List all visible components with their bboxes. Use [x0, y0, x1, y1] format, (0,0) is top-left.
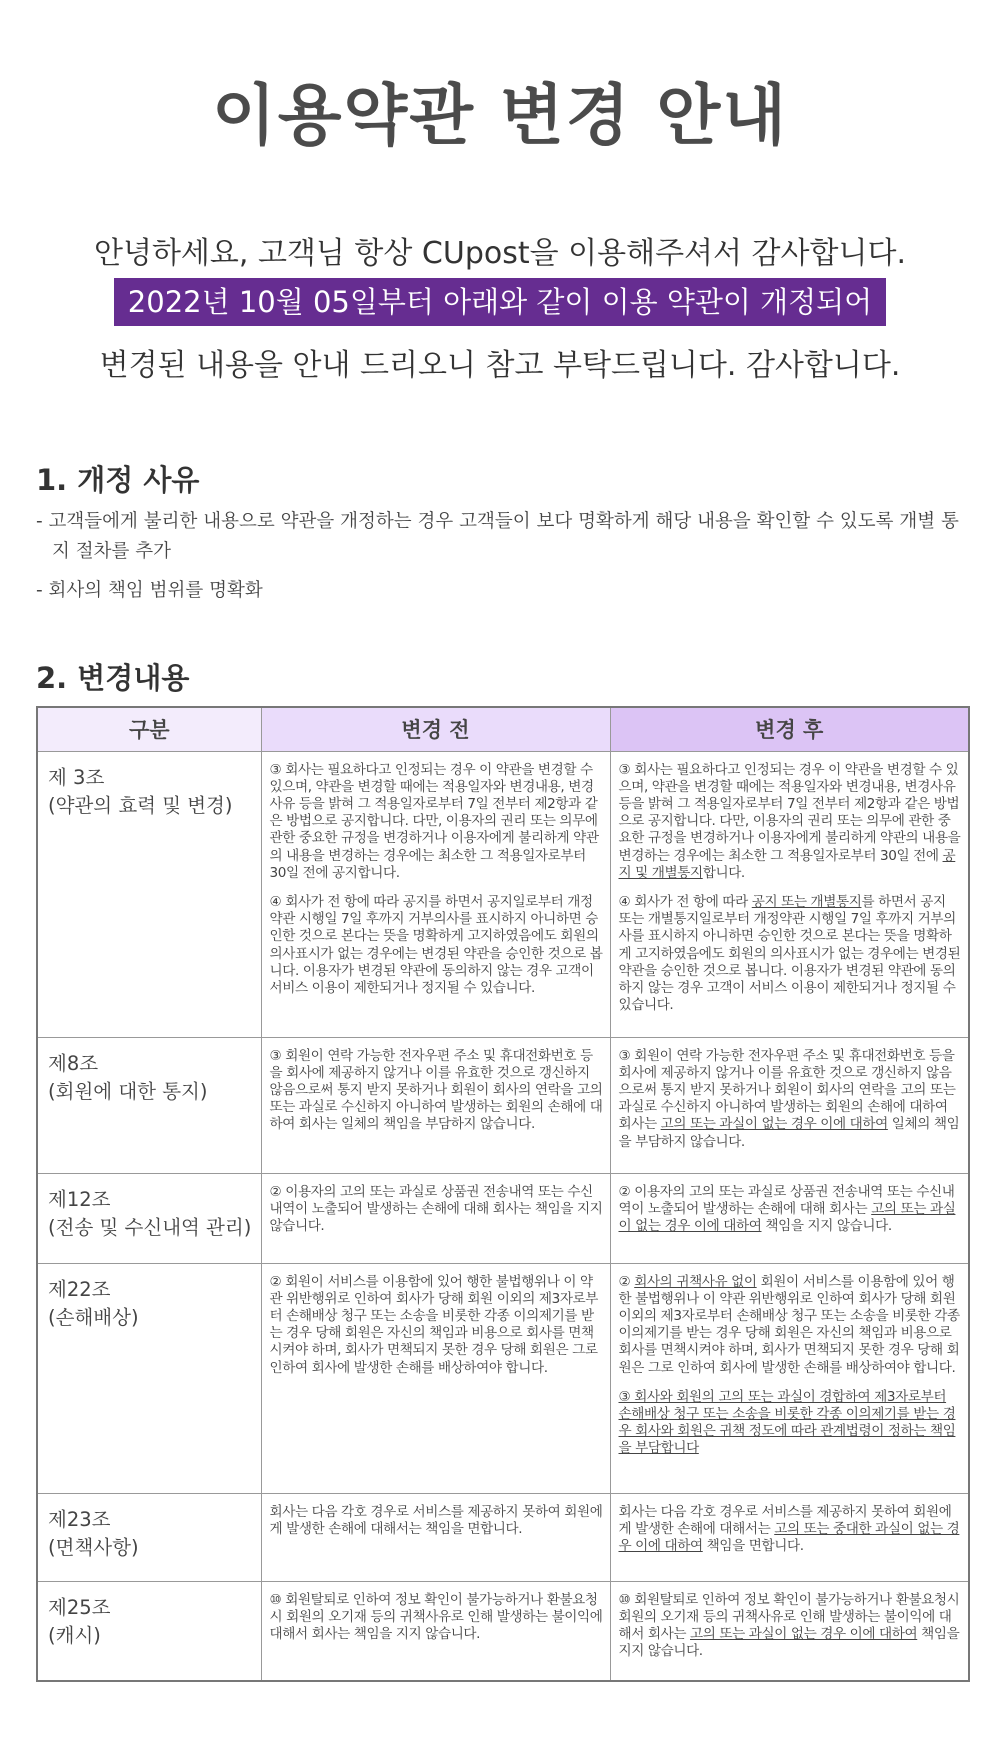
clause-text-part: ⑩ 회원탈퇴로 인하여 정보 확인이 불가능하거나 환불요청시 회원의 오기재 등의 귀책사유로 인해 발생하는 불이익에 대해서 회사는 [618, 1591, 960, 1642]
clause-text [619, 1184, 963, 1236]
clause-text: ③ 회사는 필요하다고 인정되는 경우 이 약관을 변경할 수 있으며, 약관을 변경할 때에는 적용일자와 변경내용, 변경 사유 등을 밝혀 그 적용일자로부터 7일 전부터 제2항과 같은 방법으로 공지합니다. 다만, 이용자의 권리 또는 의무에 관한 중요한 규정을 변경하거나 이용자에게 불리하게 약관의 내용을 변경하는 경우에는 최소한 그 적용일자로부터 30일 전에 공지합니다. [269, 761, 599, 881]
clause-text-part: 책임을 지지 않습니다. [761, 1217, 892, 1234]
after-cell [610, 1581, 969, 1681]
reason-item: - 고객들에게 불리한 내용으로 약관을 개정하는 경우 고객들이 보다 명확하게 해당 내용을 확인할 수 있도록 개별 통지 절차를 추가 [36, 511, 959, 562]
clause-text: ③ 회원이 연락 가능한 전자우편 주소 및 휴대전화번호 등을 회사에 제공하지 않거나 이를 유효한 것으로 갱신하지 않음으로써 통지 받지 못하거나 회원이 회사의 연락을 고의 또는 과실로 수신하지 아니하여 발생하는 회원의 손해에 대하여 회사는 일체의 책임을 부담하지 않습니다. [269, 1047, 603, 1133]
article-title: (손해배상) [48, 1305, 139, 1329]
table-header-row [37, 707, 969, 751]
clause-text-part: ③ 회사는 필요하다고 인정되는 경우 이 약관을 변경할 수 있으며, 약관을 변경할 때에는 적용일자와 변경내용, 변경사유 등을 밝혀 그 적용일자로부터 7일 전부터 제2항과 같은 방법으로 공지합니다. 다만, 이용자의 권리 또는 의무에 관한 중요한 규정을 변경하거나 이용자에게 불리하게 약관의 내용을 변경하는 경우에는 최소한 그 적용일자로부터 30일 전에 [618, 761, 961, 864]
category-cell [37, 1037, 261, 1173]
before-cell [261, 751, 610, 1037]
changes-table [36, 706, 970, 1682]
article-title: (약관의 효력 및 변경) [48, 793, 233, 817]
clause-text-part: ② 이용자의 고의 또는 과실로 상품권 전송내역 또는 수신내역이 노출되어 발생하는 손해에 대해 회사는 [618, 1183, 955, 1217]
after-cell [610, 1493, 969, 1581]
category-cell [37, 1263, 261, 1493]
article-number: 제22조 [48, 1277, 111, 1301]
reason-item: - 회사의 책임 범위를 명확화 [36, 580, 263, 601]
article-number: 제 3조 [48, 765, 105, 789]
article-title: (전송 및 수신내역 관리) [48, 1215, 252, 1239]
clause-text-part: 회원이 서비스를 이용함에 있어 행한 불법행위나 이 약관 위반행위로 인하여 회사가 당해 회원 이외의 제3자로부터 손해배상 청구 또는 소송을 비롯한 각종 이의제기를 받는 경우 당해 회원은 자신의 책임과 비용으로 회사를 면책시켜야 하며, 회사가 면책되지 못한 경우 당해 회원은 그로 인하여 회사에 발생한 손해를 배상하여야 합니다. [618, 1273, 960, 1376]
column-header-after: 변경 후 [610, 707, 969, 751]
page-title: 이용약관 변경 안내 [211, 77, 788, 154]
clause-text [619, 1274, 963, 1377]
clause-text-part: ④ 회사가 전 항에 따라 [618, 893, 752, 910]
clause-text: 회사는 다음 각호 경우로 서비스를 제공하지 못하여 회원에게 발생한 손해에 대해서는 책임을 면합니다. [269, 1503, 603, 1537]
intro-closing: 변경된 내용을 안내 드리오니 참고 부탁드립니다. 감사합니다. [99, 348, 901, 383]
table-row [37, 751, 969, 1037]
clause-text [619, 1504, 963, 1556]
category-cell [37, 1581, 261, 1681]
table-row [37, 1581, 969, 1681]
column-header-before: 변경 전 [261, 707, 610, 751]
clause-text-part: ② [618, 1273, 635, 1290]
changed-text: 고의 또는 과실이 없는 경우 이에 대하여 [660, 1116, 888, 1133]
before-cell [261, 1493, 610, 1581]
article-title: (캐시) [48, 1623, 101, 1647]
before-cell [261, 1037, 610, 1173]
changed-text: 회사의 귀책사유 없이 [634, 1273, 757, 1290]
clause-text-part: 합니다. [702, 864, 745, 881]
clause-text-part: 일체의 책임을 부담하지 않습니다. [618, 1116, 960, 1150]
before-cell [261, 1263, 610, 1493]
after-cell [610, 1263, 969, 1493]
article-title: (면책사항) [48, 1535, 139, 1559]
clause-text-part: 책임을 지지 않습니다. [618, 1625, 960, 1660]
changed-text: 공지 및 개별통지 [618, 847, 956, 881]
article-title: (회원에 대한 통지) [48, 1079, 208, 1103]
before-cell [261, 1581, 610, 1681]
section-heading-reasons: 1. 개정 사유 [36, 463, 200, 497]
clause-text [619, 1592, 963, 1661]
intro-highlight-wrap [0, 278, 1000, 326]
article-number: 제23조 [48, 1507, 111, 1531]
category-cell [37, 751, 261, 1037]
table-row [37, 1037, 969, 1173]
column-header-category: 구분 [37, 707, 261, 751]
clause-text-part: ③ 회원이 연락 가능한 전자우편 주소 및 휴대전화번호 등을 회사에 제공하지 않거나 이를 유효한 것으로 갱신하지 않음으로써 통지 받지 못하거나 회원이 회사의 연락을 고의 또는 과실로 수신하지 아니하여 발생하는 회원의 손해에 대하여 회사는 [618, 1047, 956, 1133]
clause-text [619, 1389, 963, 1458]
article-number: 제12조 [48, 1187, 111, 1211]
changed-text: 고의 또는 과실이 없는 경우 이에 대하여 [618, 1200, 956, 1234]
clause-text-part: 를 하면서 공지 또는 개별통지일로부터 개정약관 시행일 7일 후까지 거부의사를 표시하지 아니하면 승인한 것으로 본다는 뜻을 명확하게 고지하였음에도 회원의 의사표시가 없는 경우에는 변경된 약관을 승인한 것으로 봅니다. 이용자가 변경된 약관에 동의하지 않는 경우 고객이 서비스 이용이 제한되거나 정지될 수 있습니다. [618, 893, 961, 1014]
clause-text: ② 회원이 서비스를 이용함에 있어 행한 불법행위나 이 약관 위반행위로 인하여 회사가 당해 회원 이외의 제3자로부터 손해배상 청구 또는 소송을 비롯한 각종 이의제기를 받는 경우 당해 회원은 자신의 책임과 비용으로 회사를 면책시켜야 하며, 회사가 면책되지 못한 경우 당해 회원은 그로 인하여 회사에 발생한 손해를 배상하여야 합니다. [269, 1273, 599, 1376]
article-number: 제8조 [48, 1051, 99, 1075]
clause-text: ④ 회사가 전 항에 따라 공지를 하면서 공지일로부터 개정약관 시행일 7일 후까지 거부의사를 표시하지 아니하면 승인한 것으로 본다는 뜻을 명확하게 고지하였음에도 회원의 의사표시가 없는 경우에는 변경된 약관을 승인한 것으로 봅니다. 이용자가 변경된 약관에 동의하지 않는 경우 고객이 서비스 이용이 제한되거나 정지될 수 있습니다. [269, 893, 603, 996]
clause-text [619, 1048, 963, 1151]
before-cell [261, 1173, 610, 1263]
clause-text: ⑩ 회원탈퇴로 인하여 정보 확인이 불가능하거나 환불요청시 회원의 오기재 등의 귀책사유로 인해 발생하는 불이익에 대해서 회사는 책임을 지지 않습니다. [269, 1591, 603, 1642]
section-heading-changes: 2. 변경내용 [36, 661, 190, 695]
changed-text: 고의 또는 중대한 과실이 없는 경우 이에 대하여 [618, 1520, 960, 1554]
table-row [37, 1263, 969, 1493]
intro-greeting: 안녕하세요, 고객님 항상 CUpost을 이용해주셔서 감사합니다. [93, 236, 906, 271]
clause-text-part: 책임을 면합니다. [702, 1537, 804, 1554]
after-cell [610, 751, 969, 1037]
clause-text [619, 762, 963, 882]
table-row [37, 1173, 969, 1263]
category-cell [37, 1173, 261, 1263]
after-cell [610, 1173, 969, 1263]
changed-text: ③ 회사와 회원의 고의 또는 과실이 경합하여 제3자로부터 손해배상 청구 또는 소송을 비롯한 각종 이의제기를 받는 경우 회사와 회원은 귀책 정도에 따라 관계법령이 정하는 책임을 부담합니다 [618, 1388, 956, 1457]
clause-text: ② 이용자의 고의 또는 과실로 상품권 전송내역 또는 수신내역이 노출되어 발생하는 손해에 대해 회사는 책임을 지지 않습니다. [269, 1183, 603, 1234]
clause-text [619, 894, 963, 1014]
after-cell [610, 1037, 969, 1173]
changed-text: 공지 또는 개별통지 [751, 893, 862, 910]
table-row [37, 1493, 969, 1581]
effective-date-highlight: 2022년 10월 05일부터 아래와 같이 이용 약관이 개정되어 [114, 278, 886, 326]
category-cell [37, 1493, 261, 1581]
article-number: 제25조 [48, 1595, 111, 1619]
changed-text: 고의 또는 과실이 없는 경우 이에 대하여 [690, 1625, 918, 1642]
clause-text-part: 회사는 다음 각호 경우로 서비스를 제공하지 못하여 회원에게 발생한 손해에 대해서는 [618, 1503, 952, 1537]
